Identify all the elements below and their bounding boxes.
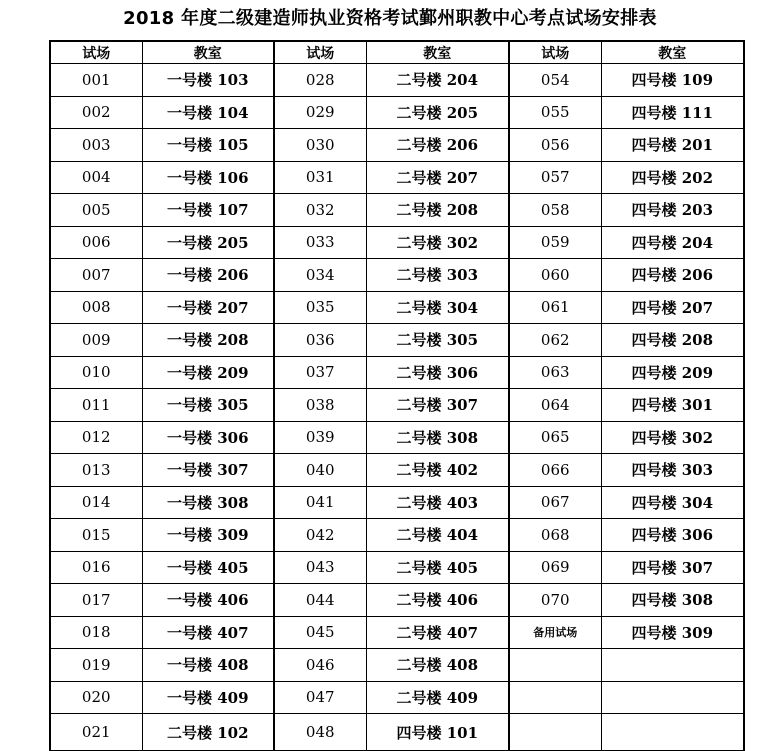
exam-room-number-cell: 037 bbox=[274, 356, 366, 389]
exam-room-number-cell: 029 bbox=[274, 96, 366, 129]
classroom-cell: 二号楼 404 bbox=[366, 519, 509, 552]
exam-room-number-cell: 063 bbox=[509, 356, 601, 389]
classroom-cell: 四号楼 307 bbox=[601, 551, 744, 584]
exam-room-number-cell: 032 bbox=[274, 194, 366, 227]
table-row bbox=[50, 681, 744, 714]
exam-room-number-cell: 056 bbox=[509, 129, 601, 162]
classroom-cell: 二号楼 304 bbox=[366, 291, 509, 324]
exam-room-number-cell: 047 bbox=[274, 681, 366, 714]
exam-room-number-cell: 003 bbox=[50, 129, 142, 162]
classroom-cell: 二号楼 303 bbox=[366, 259, 509, 292]
table-row bbox=[50, 454, 744, 487]
classroom-cell: 二号楼 409 bbox=[366, 681, 509, 714]
exam-room-number-cell: 030 bbox=[274, 129, 366, 162]
exam-room-number-cell: 065 bbox=[509, 421, 601, 454]
exam-room-number-cell: 058 bbox=[509, 194, 601, 227]
exam-room-number-cell: 061 bbox=[509, 291, 601, 324]
exam-room-number-cell: 021 bbox=[50, 714, 142, 751]
classroom-cell: 四号楼 308 bbox=[601, 584, 744, 617]
exam-room-number-cell: 054 bbox=[509, 64, 601, 97]
classroom-cell bbox=[601, 681, 744, 714]
classroom-cell: 二号楼 307 bbox=[366, 389, 509, 422]
exam-room-number-cell: 013 bbox=[50, 454, 142, 487]
table-row bbox=[50, 64, 744, 97]
header-classroom-1: 教室 bbox=[142, 41, 274, 64]
exam-room-number-cell: 002 bbox=[50, 96, 142, 129]
classroom-cell: 一号楼 305 bbox=[142, 389, 274, 422]
table-row bbox=[50, 649, 744, 682]
classroom-cell: 四号楼 302 bbox=[601, 421, 744, 454]
classroom-cell: 二号楼 305 bbox=[366, 324, 509, 357]
classroom-cell: 一号楼 409 bbox=[142, 681, 274, 714]
table-row bbox=[50, 389, 744, 422]
classroom-cell: 一号楼 106 bbox=[142, 161, 274, 194]
classroom-cell: 一号楼 103 bbox=[142, 64, 274, 97]
exam-room-number-cell: 028 bbox=[274, 64, 366, 97]
exam-room-number-cell: 034 bbox=[274, 259, 366, 292]
table-row bbox=[50, 551, 744, 584]
exam-room-number-cell: 041 bbox=[274, 486, 366, 519]
exam-room-number-cell: 008 bbox=[50, 291, 142, 324]
exam-room-number-cell: 038 bbox=[274, 389, 366, 422]
classroom-cell: 四号楼 109 bbox=[601, 64, 744, 97]
classroom-cell: 一号楼 208 bbox=[142, 324, 274, 357]
classroom-cell: 二号楼 102 bbox=[142, 714, 274, 751]
exam-room-number-cell: 059 bbox=[509, 226, 601, 259]
header-room-number-1: 试场 bbox=[50, 41, 142, 64]
classroom-cell bbox=[601, 714, 744, 751]
table-row bbox=[50, 486, 744, 519]
header-classroom-2: 教室 bbox=[366, 41, 509, 64]
classroom-cell: 二号楼 408 bbox=[366, 649, 509, 682]
table-row bbox=[50, 421, 744, 454]
exam-room-number-cell: 068 bbox=[509, 519, 601, 552]
classroom-cell: 一号楼 209 bbox=[142, 356, 274, 389]
exam-room-number-cell: 011 bbox=[50, 389, 142, 422]
exam-room-number-cell: 062 bbox=[509, 324, 601, 357]
classroom-cell: 二号楼 405 bbox=[366, 551, 509, 584]
classroom-cell: 四号楼 206 bbox=[601, 259, 744, 292]
exam-room-number-cell: 048 bbox=[274, 714, 366, 751]
exam-room-number-cell bbox=[509, 649, 601, 682]
exam-room-number-cell: 039 bbox=[274, 421, 366, 454]
table-row bbox=[50, 324, 744, 357]
exam-room-number-cell bbox=[509, 714, 601, 751]
exam-room-number-cell: 035 bbox=[274, 291, 366, 324]
classroom-cell: 二号楼 205 bbox=[366, 96, 509, 129]
exam-room-number-cell: 019 bbox=[50, 649, 142, 682]
classroom-cell: 四号楼 202 bbox=[601, 161, 744, 194]
classroom-cell: 二号楼 407 bbox=[366, 616, 509, 649]
exam-room-number-cell: 036 bbox=[274, 324, 366, 357]
exam-room-number-cell: 055 bbox=[509, 96, 601, 129]
exam-room-number-cell: 033 bbox=[274, 226, 366, 259]
table-row bbox=[50, 616, 744, 649]
table-row bbox=[50, 161, 744, 194]
exam-room-number-cell: 006 bbox=[50, 226, 142, 259]
exam-room-number-cell: 057 bbox=[509, 161, 601, 194]
exam-room-number-cell: 018 bbox=[50, 616, 142, 649]
table-row bbox=[50, 291, 744, 324]
exam-room-number-cell: 064 bbox=[509, 389, 601, 422]
classroom-cell: 一号楼 105 bbox=[142, 129, 274, 162]
classroom-cell: 四号楼 209 bbox=[601, 356, 744, 389]
header-row bbox=[50, 41, 744, 64]
classroom-cell: 一号楼 309 bbox=[142, 519, 274, 552]
classroom-cell: 二号楼 402 bbox=[366, 454, 509, 487]
table-row bbox=[50, 96, 744, 129]
classroom-cell: 二号楼 208 bbox=[366, 194, 509, 227]
classroom-cell: 四号楼 207 bbox=[601, 291, 744, 324]
classroom-cell: 一号楼 405 bbox=[142, 551, 274, 584]
exam-room-number-cell: 014 bbox=[50, 486, 142, 519]
exam-room-number-cell: 007 bbox=[50, 259, 142, 292]
schedule-table bbox=[49, 40, 745, 751]
classroom-cell: 二号楼 308 bbox=[366, 421, 509, 454]
classroom-cell: 二号楼 302 bbox=[366, 226, 509, 259]
classroom-cell: 二号楼 207 bbox=[366, 161, 509, 194]
classroom-cell: 一号楼 207 bbox=[142, 291, 274, 324]
classroom-cell: 四号楼 309 bbox=[601, 616, 744, 649]
classroom-cell: 一号楼 104 bbox=[142, 96, 274, 129]
classroom-cell: 四号楼 101 bbox=[366, 714, 509, 751]
classroom-cell: 四号楼 201 bbox=[601, 129, 744, 162]
exam-room-number-cell: 045 bbox=[274, 616, 366, 649]
classroom-cell bbox=[601, 649, 744, 682]
classroom-cell: 一号楼 407 bbox=[142, 616, 274, 649]
header-room-number-2: 试场 bbox=[274, 41, 366, 64]
classroom-cell: 四号楼 203 bbox=[601, 194, 744, 227]
header-classroom-3: 教室 bbox=[601, 41, 744, 64]
exam-room-number-cell: 012 bbox=[50, 421, 142, 454]
classroom-cell: 四号楼 306 bbox=[601, 519, 744, 552]
classroom-cell: 二号楼 204 bbox=[366, 64, 509, 97]
classroom-cell: 四号楼 303 bbox=[601, 454, 744, 487]
classroom-cell: 一号楼 308 bbox=[142, 486, 274, 519]
classroom-cell: 二号楼 406 bbox=[366, 584, 509, 617]
exam-room-number-cell: 044 bbox=[274, 584, 366, 617]
exam-room-number-cell: 031 bbox=[274, 161, 366, 194]
exam-room-number-cell: 066 bbox=[509, 454, 601, 487]
classroom-cell: 一号楼 205 bbox=[142, 226, 274, 259]
exam-room-number-cell: 040 bbox=[274, 454, 366, 487]
table-row bbox=[50, 129, 744, 162]
table-row bbox=[50, 356, 744, 389]
table-row bbox=[50, 194, 744, 227]
exam-room-number-cell: 070 bbox=[509, 584, 601, 617]
exam-room-number-cell: 046 bbox=[274, 649, 366, 682]
header-room-number-3: 试场 bbox=[509, 41, 601, 64]
classroom-cell: 四号楼 208 bbox=[601, 324, 744, 357]
exam-room-number-cell: 016 bbox=[50, 551, 142, 584]
exam-room-number-cell: 043 bbox=[274, 551, 366, 584]
exam-room-number-cell bbox=[509, 681, 601, 714]
exam-room-number-cell: 067 bbox=[509, 486, 601, 519]
classroom-cell: 四号楼 301 bbox=[601, 389, 744, 422]
classroom-cell: 一号楼 406 bbox=[142, 584, 274, 617]
exam-room-number-cell: 015 bbox=[50, 519, 142, 552]
exam-room-number-cell: 001 bbox=[50, 64, 142, 97]
classroom-cell: 四号楼 304 bbox=[601, 486, 744, 519]
exam-room-number-cell: 042 bbox=[274, 519, 366, 552]
exam-room-number-cell: 069 bbox=[509, 551, 601, 584]
exam-room-number-cell: 004 bbox=[50, 161, 142, 194]
classroom-cell: 四号楼 111 bbox=[601, 96, 744, 129]
classroom-cell: 四号楼 204 bbox=[601, 226, 744, 259]
exam-room-number-cell: 010 bbox=[50, 356, 142, 389]
exam-room-number-cell: 020 bbox=[50, 681, 142, 714]
classroom-cell: 一号楼 408 bbox=[142, 649, 274, 682]
classroom-cell: 一号楼 306 bbox=[142, 421, 274, 454]
classroom-cell: 一号楼 307 bbox=[142, 454, 274, 487]
table-row bbox=[50, 714, 744, 751]
classroom-cell: 一号楼 206 bbox=[142, 259, 274, 292]
table-row bbox=[50, 519, 744, 552]
exam-room-number-cell: 009 bbox=[50, 324, 142, 357]
exam-room-number-cell: 005 bbox=[50, 194, 142, 227]
table-row bbox=[50, 226, 744, 259]
table-row bbox=[50, 584, 744, 617]
table-row bbox=[50, 259, 744, 292]
exam-room-number-cell: 备用试场 bbox=[509, 616, 601, 649]
exam-room-number-cell: 060 bbox=[509, 259, 601, 292]
classroom-cell: 一号楼 107 bbox=[142, 194, 274, 227]
classroom-cell: 二号楼 403 bbox=[366, 486, 509, 519]
classroom-cell: 二号楼 306 bbox=[366, 356, 509, 389]
page-title: 2018 年度二级建造师执业资格考试鄞州职教中心考点试场安排表 bbox=[123, 8, 657, 29]
exam-room-number-cell: 017 bbox=[50, 584, 142, 617]
classroom-cell: 二号楼 206 bbox=[366, 129, 509, 162]
